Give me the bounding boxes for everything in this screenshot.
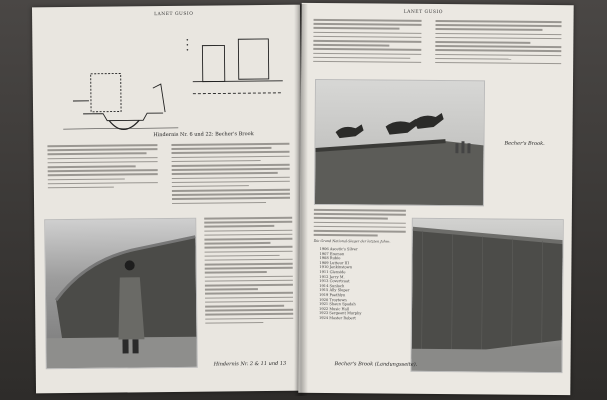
list-item: 1923 Sergeant Murphy [318, 311, 362, 316]
list-item: 1911 Glenside [319, 269, 346, 275]
list-item: 1919 Poethlyn [319, 292, 346, 298]
list-item: 1913 Covertcoat [319, 279, 350, 284]
left-page [32, 5, 304, 394]
top-left-text [313, 19, 421, 66]
photo-caption: Becher's Brook. [504, 140, 545, 147]
right-column-text [171, 143, 290, 207]
list-item: 1909 Lutteur III [319, 260, 349, 266]
left-column-text [47, 144, 157, 191]
list-item: 1906 Ascetic's Silver [319, 246, 358, 252]
left-page-header: LANET GUSIO [154, 11, 194, 18]
right-page [298, 3, 573, 395]
fence-landing-side-photo [410, 218, 563, 373]
list-item: 1907 Eremon [319, 251, 345, 256]
page-gutter-shadow [294, 4, 308, 396]
diagram-caption: Hindernis Nr. 6 und 22: Becher's Brook [153, 131, 254, 139]
list-item: 1920 Troytown [319, 297, 347, 302]
winners-list [319, 247, 362, 321]
list-item: 1908 Rubio [319, 256, 341, 261]
winners-heading: Die Grand National-Sieger der letzten Jahre. [313, 238, 391, 244]
list-item: 1924 Master Robert [318, 315, 356, 321]
fence-photo-with-man [44, 218, 198, 370]
figure-caption: Hindernis Nr. 2 & 11 und 13 [213, 360, 287, 368]
jump-profile-diagram [42, 27, 293, 150]
becher-brook-jump-photo [314, 79, 485, 206]
list-item: 1922 Music Hall [319, 306, 350, 311]
top-right-text [435, 20, 561, 67]
bottom-caption: Becher's Brook (Landungsseite). [334, 361, 418, 368]
list-item: 1912 Jerry M. [319, 274, 345, 279]
list-item: 1921 Shaun Spadah [319, 302, 356, 307]
list-item: 1914 Sunloch [319, 283, 345, 288]
right-page-header: LANET GUSIO [403, 9, 443, 16]
middle-left-text [314, 209, 406, 239]
list-item: 1910 Jenkinstown [319, 265, 353, 270]
list-item: 1915 Ally Sloper [319, 288, 350, 293]
lower-right-text [204, 217, 293, 327]
horses [336, 112, 444, 139]
